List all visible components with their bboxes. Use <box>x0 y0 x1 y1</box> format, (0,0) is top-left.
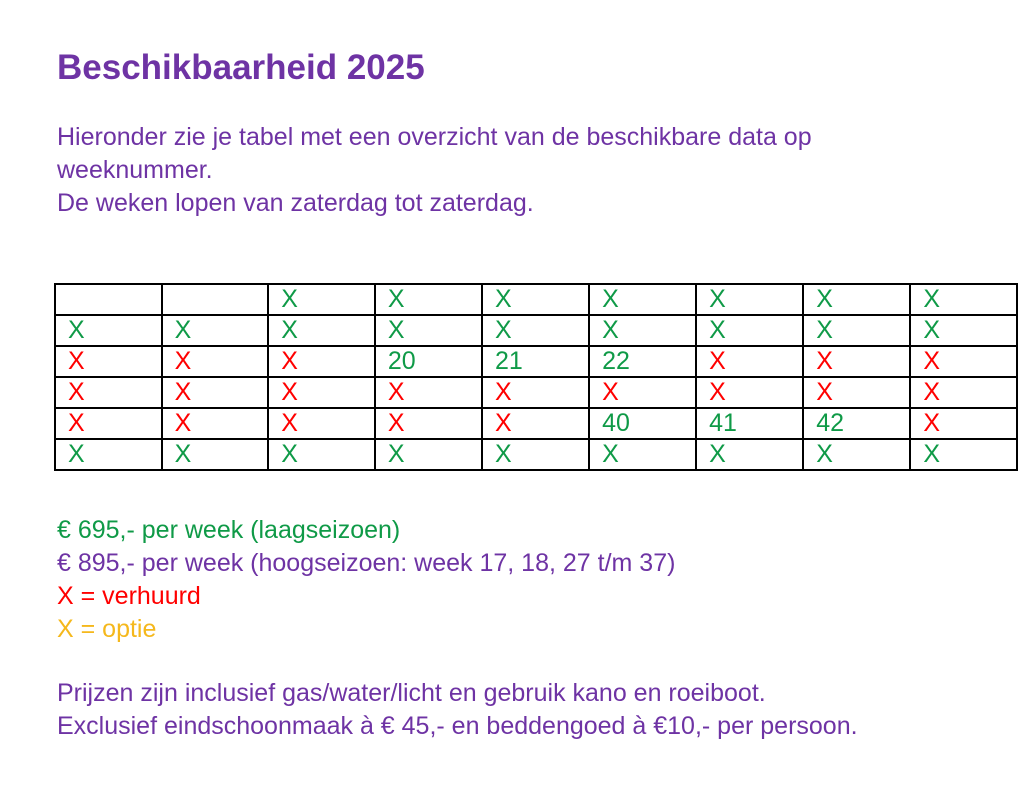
availability-cell: X <box>696 315 803 346</box>
availability-cell <box>162 284 269 315</box>
availability-cell: X <box>55 408 162 439</box>
availability-cell: X <box>910 408 1017 439</box>
table-row <box>55 315 1017 346</box>
intro-text <box>57 121 957 220</box>
availability-cell: X <box>910 315 1017 346</box>
table-row <box>55 408 1017 439</box>
page-title: Beschikbaarheid 2025 <box>57 48 425 87</box>
availability-cell: X <box>375 284 482 315</box>
footnote-section <box>57 677 858 743</box>
table-row <box>55 284 1017 315</box>
availability-cell: X <box>482 439 589 470</box>
availability-cell: X <box>589 439 696 470</box>
availability-cell: X <box>589 377 696 408</box>
footnote-line: Prijzen zijn inclusief gas/water/licht en gebruik kano en roeiboot. <box>57 679 766 707</box>
availability-cell: X <box>268 377 375 408</box>
availability-cell: X <box>589 284 696 315</box>
availability-cell: X <box>803 315 910 346</box>
legend-option: X = optie <box>57 615 157 643</box>
availability-cell: X <box>268 315 375 346</box>
availability-cell: X <box>375 439 482 470</box>
availability-cell: X <box>268 408 375 439</box>
availability-cell: X <box>910 377 1017 408</box>
legend-rented: X = verhuurd <box>57 582 201 610</box>
availability-cell: X <box>803 284 910 315</box>
price-high-season: € 895,- per week (hoogseizoen: week 17, 18, 27 t/m 37) <box>57 549 676 577</box>
availability-cell: X <box>162 439 269 470</box>
availability-cell: X <box>589 315 696 346</box>
footnote-line: Exclusief eindschoonmaak à € 45,- en beddengoed à €10,- per persoon. <box>57 712 858 740</box>
availability-cell: 42 <box>803 408 910 439</box>
price-low-season: € 695,- per week (laagseizoen) <box>57 516 401 544</box>
availability-cell: X <box>375 408 482 439</box>
availability-cell: X <box>482 377 589 408</box>
availability-table-body <box>55 284 1017 470</box>
intro-line: De weken lopen van zaterdag tot zaterdag. <box>57 189 534 217</box>
availability-cell: X <box>482 408 589 439</box>
table-row <box>55 377 1017 408</box>
availability-cell: X <box>162 377 269 408</box>
availability-cell: 41 <box>696 408 803 439</box>
availability-cell: X <box>55 439 162 470</box>
availability-cell: X <box>803 377 910 408</box>
availability-cell: X <box>696 439 803 470</box>
availability-cell: 20 <box>375 346 482 377</box>
availability-table <box>54 283 1018 471</box>
availability-cell: X <box>375 377 482 408</box>
availability-cell <box>55 284 162 315</box>
availability-cell: X <box>162 315 269 346</box>
availability-cell: X <box>482 315 589 346</box>
availability-cell: X <box>696 377 803 408</box>
table-row <box>55 346 1017 377</box>
availability-cell: X <box>910 346 1017 377</box>
intro-line: Hieronder zie je tabel met een overzicht van de beschikbare data op weeknummer. <box>57 123 812 184</box>
availability-cell: X <box>910 439 1017 470</box>
availability-cell: X <box>803 439 910 470</box>
pricing-section <box>57 514 675 646</box>
availability-cell: X <box>55 377 162 408</box>
availability-cell: X <box>375 315 482 346</box>
availability-cell: X <box>162 408 269 439</box>
table-row <box>55 439 1017 470</box>
availability-cell: X <box>55 315 162 346</box>
availability-cell: X <box>55 346 162 377</box>
availability-cell: 40 <box>589 408 696 439</box>
availability-cell: X <box>268 346 375 377</box>
availability-cell: X <box>268 284 375 315</box>
availability-cell: X <box>162 346 269 377</box>
availability-cell: X <box>268 439 375 470</box>
availability-cell: X <box>696 284 803 315</box>
availability-cell: X <box>482 284 589 315</box>
availability-cell: X <box>910 284 1017 315</box>
availability-cell: 21 <box>482 346 589 377</box>
availability-cell: X <box>803 346 910 377</box>
availability-cell: 22 <box>589 346 696 377</box>
availability-cell: X <box>696 346 803 377</box>
